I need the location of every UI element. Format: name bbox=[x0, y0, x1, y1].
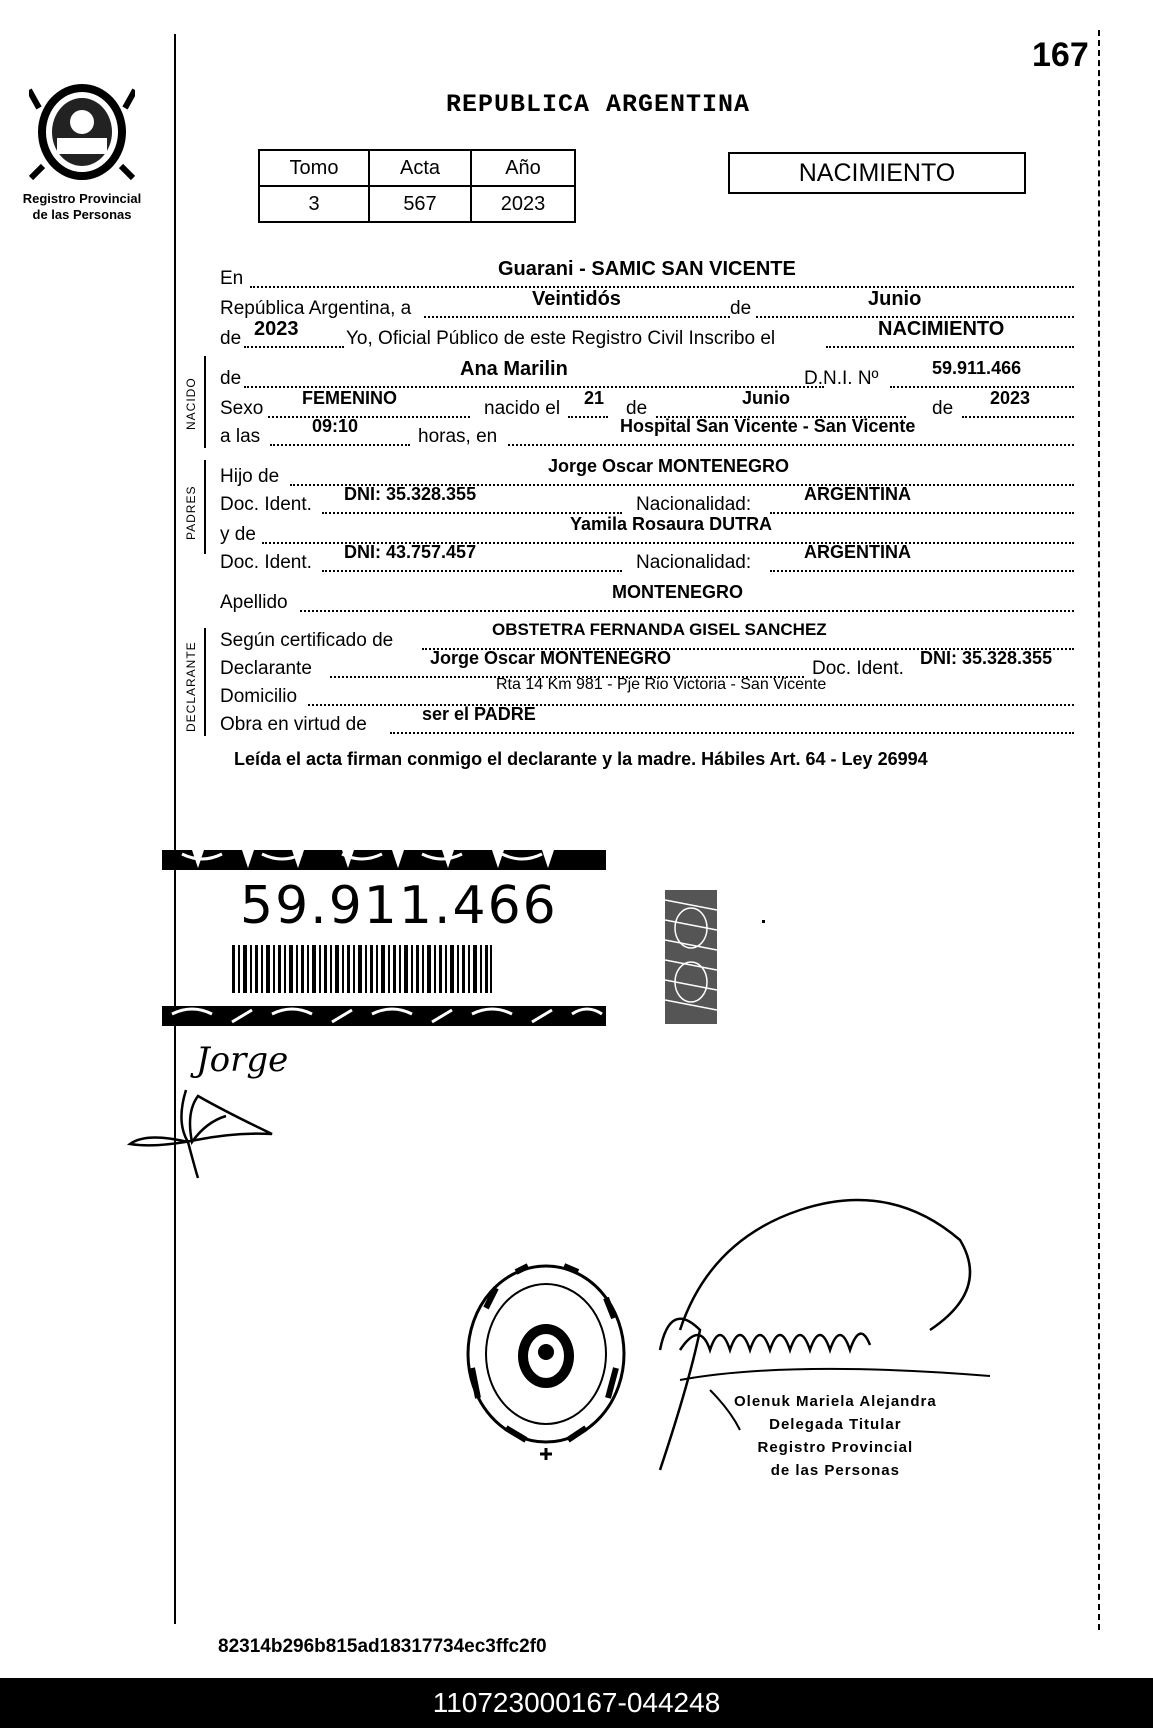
label-a-las: a las bbox=[220, 426, 261, 447]
value-lugar: Guarani - SAMIC SAN VICENTE bbox=[498, 258, 796, 280]
label-doc-ident-padre: Doc. Ident. bbox=[220, 494, 312, 515]
value-hora: 09:10 bbox=[312, 416, 359, 436]
value-dia-letras: Veintidós bbox=[532, 288, 621, 310]
label-obra: Obra en virtud de bbox=[220, 714, 367, 735]
value-mes: Junio bbox=[868, 288, 922, 310]
value-certificado: OBSTETRA FERNANDA GISEL SANCHEZ bbox=[492, 620, 827, 639]
page-number: 167 bbox=[1032, 36, 1089, 74]
padres-bracket bbox=[204, 460, 206, 554]
value-domicilio: Rta 14 Km 981 - Pje Rio Victoria - San Vicente bbox=[496, 676, 827, 693]
value-padre: Jorge Oscar MONTENEGRO bbox=[548, 456, 790, 476]
closing-text: Leída el acta firman conmigo el declarante y la madre. Hábiles Art. 64 - Ley 26994 bbox=[234, 749, 928, 769]
side-label-padres: PADRES bbox=[184, 485, 198, 540]
record-type-box: NACIMIENTO bbox=[728, 152, 1026, 194]
declarante-bracket bbox=[204, 628, 206, 736]
anio-value: 2023 bbox=[471, 186, 575, 222]
right-margin-line bbox=[1098, 30, 1100, 1630]
value-madre-nacionalidad: ARGENTINA bbox=[804, 542, 911, 562]
row-anio-acto bbox=[220, 318, 1076, 350]
bottom-code-bar: 110723000167-044248 bbox=[0, 1678, 1153, 1728]
official-office-line2: de las Personas bbox=[770, 1462, 900, 1479]
value-anio-nacimiento: 2023 bbox=[990, 388, 1031, 408]
official-office-line1: Registro Provincial bbox=[757, 1439, 914, 1456]
value-mes-nacimiento: Junio bbox=[742, 388, 790, 408]
left-margin-line bbox=[174, 34, 176, 1624]
hologram-security-seal bbox=[665, 890, 717, 1024]
value-lugar-nacimiento: Hospital San Vicente - San Vicente bbox=[620, 416, 916, 436]
document-hash: 82314b296b815ad18317734ec3ffc2f0 bbox=[218, 1636, 547, 1657]
row-obra bbox=[220, 704, 1076, 736]
label-de-mes-inscripcion: de bbox=[730, 298, 752, 319]
value-sexo: FEMENINO bbox=[302, 388, 398, 408]
logo-caption-line2: de las Personas bbox=[32, 207, 132, 222]
value-dni: 59.911.466 bbox=[932, 358, 1022, 378]
label-nacionalidad-madre: Nacionalidad: bbox=[636, 552, 752, 573]
province-seal-icon bbox=[29, 78, 135, 186]
value-nombre: Ana Marilin bbox=[460, 358, 568, 380]
label-apellido: Apellido bbox=[220, 592, 288, 613]
logo-caption-line1: Registro Provincial bbox=[22, 191, 142, 206]
official-signature-block bbox=[734, 1390, 937, 1482]
label-de-mes-nacimiento: de bbox=[626, 398, 648, 419]
official-title: Delegada Titular bbox=[769, 1416, 902, 1433]
label-de-nombre: de bbox=[220, 368, 242, 389]
value-declarante-dni: DNI: 35.328.355 bbox=[920, 648, 1053, 668]
signature-first-name: Jorge bbox=[196, 1040, 289, 1080]
anio-header: Año bbox=[471, 150, 575, 186]
value-apellido: MONTENEGRO bbox=[612, 582, 744, 602]
value-dia-nacimiento: 21 bbox=[584, 388, 605, 408]
sticker-bottom-pattern bbox=[162, 1002, 606, 1026]
label-nacido-el: nacido el bbox=[484, 398, 561, 419]
barcode bbox=[232, 945, 492, 993]
label-y-de: y de bbox=[220, 524, 256, 545]
value-anio: 2023 bbox=[254, 318, 299, 340]
label-dni: D.N.I. Nº bbox=[804, 368, 879, 389]
label-horas-en: horas, en bbox=[418, 426, 498, 447]
province-logo bbox=[22, 78, 142, 223]
label-domicilio: Domicilio bbox=[220, 686, 298, 707]
side-label-nacido: NACIDO bbox=[184, 377, 198, 430]
label-declarante: Declarante bbox=[220, 658, 312, 679]
row-hora-lugar bbox=[220, 416, 1076, 448]
official-round-stamp bbox=[456, 1248, 638, 1468]
row-lugar bbox=[220, 258, 1076, 290]
label-republica: República Argentina, a bbox=[220, 298, 412, 319]
value-padre-nacionalidad: ARGENTINA bbox=[804, 484, 911, 504]
acta-value: 567 bbox=[369, 186, 471, 222]
value-declarante: Jorge Oscar MONTENEGRO bbox=[430, 648, 672, 668]
declarant-signature bbox=[126, 1082, 286, 1182]
label-sexo: Sexo bbox=[220, 398, 264, 419]
country-title: REPUBLICA ARGENTINA bbox=[446, 90, 751, 119]
row-fecha-inscripcion bbox=[220, 288, 1076, 320]
value-acto: NACIMIENTO bbox=[878, 318, 1005, 340]
label-hijo-de: Hijo de bbox=[220, 466, 280, 487]
value-obra: ser el PADRE bbox=[422, 704, 536, 724]
tomo-header: Tomo bbox=[259, 150, 369, 186]
value-padre-dni: DNI: 35.328.355 bbox=[344, 484, 477, 504]
label-de-anio-inscripcion: de bbox=[220, 328, 242, 349]
label-doc-ident-madre: Doc. Ident. bbox=[220, 552, 312, 573]
speck bbox=[762, 920, 765, 923]
value-madre-dni: DNI: 43.757.457 bbox=[344, 542, 477, 562]
row-madre-doc bbox=[220, 542, 1076, 574]
row-nombre bbox=[220, 358, 1076, 390]
value-madre: Yamila Rosaura DUTRA bbox=[570, 514, 773, 534]
official-name: Olenuk Mariela Alejandra bbox=[734, 1393, 937, 1410]
side-label-declarante: DECLARANTE bbox=[184, 641, 198, 732]
label-oficial: Yo, Oficial Público de este Registro Civil Inscribo el bbox=[346, 328, 776, 349]
label-doc-ident-declarante: Doc. Ident. bbox=[812, 658, 904, 679]
row-apellido bbox=[220, 582, 1076, 614]
nacido-bracket bbox=[204, 356, 206, 448]
label-nacionalidad-padre: Nacionalidad: bbox=[636, 494, 752, 515]
tomo-value: 3 bbox=[259, 186, 369, 222]
row-domicilio bbox=[220, 676, 1076, 708]
registry-table bbox=[258, 149, 576, 223]
dni-sticker-number: 59.911.466 bbox=[240, 876, 558, 936]
label-en: En bbox=[220, 268, 244, 289]
label-segun: Según certificado de bbox=[220, 630, 394, 651]
acta-header: Acta bbox=[369, 150, 471, 186]
sticker-top-pattern bbox=[162, 848, 606, 872]
row-padre-doc bbox=[220, 484, 1076, 516]
label-de-anio-nacimiento: de bbox=[932, 398, 954, 419]
